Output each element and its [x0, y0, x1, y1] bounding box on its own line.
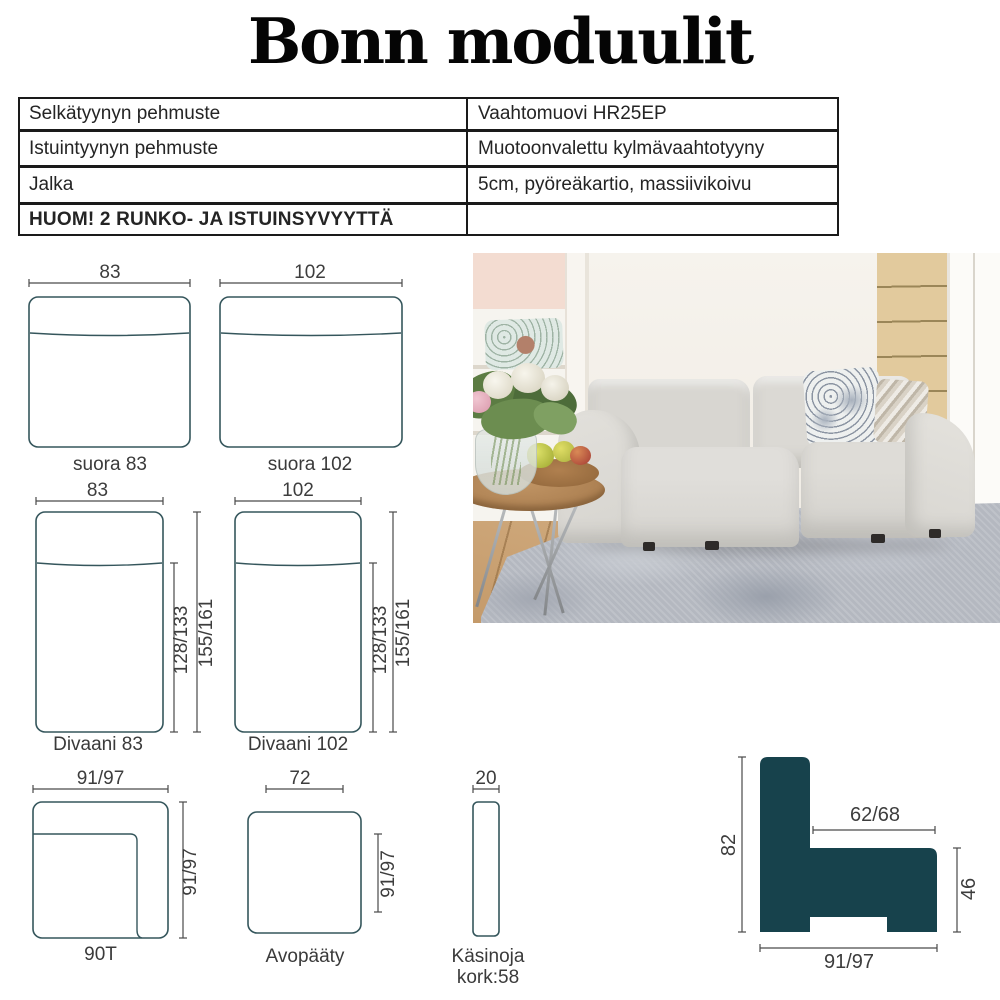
module-label: Divaani 83: [53, 734, 143, 755]
dim-depth: 91/97: [378, 850, 399, 898]
spec-table: [18, 97, 839, 236]
product-photo: [473, 253, 1000, 623]
diagram-avopaaty: [240, 780, 395, 940]
diagram-side-profile: [715, 745, 995, 980]
dim-width: 102: [282, 480, 314, 501]
module-label: Käsinoja: [451, 946, 525, 967]
dim-width: 83: [99, 262, 121, 283]
photo-pink-wall: [473, 253, 569, 315]
dim-width: 83: [86, 480, 109, 501]
diagram-90t: [25, 780, 200, 948]
module-label: suora 102: [267, 454, 353, 475]
photo-pillow-floral: [802, 366, 883, 447]
module-label: Avopääty: [265, 946, 345, 967]
dim-seat-depth: 128/133: [370, 605, 391, 675]
dim-seat-depth: 62/68: [849, 804, 901, 826]
dim-width: 72: [289, 768, 311, 789]
module-label: suora 83: [73, 454, 147, 475]
module-label: 90T: [84, 944, 117, 965]
spec-value: Muotoonvalettu kylmävaahtotyyny: [466, 132, 837, 165]
table-row-note: [20, 202, 837, 234]
diagram-kasinoja: [460, 780, 520, 940]
photo-sofa-foot: [705, 541, 719, 550]
photo-apple: [570, 446, 591, 465]
spec-value: 5cm, pyöreäkartio, massiivikoivu: [466, 168, 837, 202]
photo-bouquet-flower: [541, 375, 569, 401]
diagram-suora-83: [20, 276, 205, 456]
spec-label: Selkätyynyn pehmuste: [29, 103, 221, 124]
spec-value: Vaahtomuovi HR25EP: [466, 99, 837, 129]
dim-total-depth: 91/97: [823, 951, 875, 973]
dim-width: 20: [475, 768, 497, 789]
module-label: Divaani 102: [247, 734, 349, 755]
photo-sofa-foot: [643, 542, 655, 551]
dim-width: 91/97: [76, 768, 125, 789]
photo-sofa-foot: [871, 534, 885, 543]
dim-depth: 91/97: [180, 848, 201, 896]
page-title: Bonn moduulit: [247, 4, 753, 78]
table-row: [20, 129, 837, 165]
dim-total-depth: 155/161: [393, 598, 414, 668]
dim-seat-depth: 128/133: [171, 605, 192, 675]
spec-value: [466, 205, 837, 234]
photo-sofa-seat-left: [621, 447, 799, 547]
table-row: [20, 99, 837, 129]
dim-seat-height: 46: [958, 877, 980, 901]
module-sublabel: kork:58: [456, 967, 520, 988]
spec-note: HUOM! 2 RUNKO- JA ISTUINSYVYYTTÄ: [29, 209, 394, 230]
dim-width: 102: [294, 262, 326, 283]
table-row: [20, 165, 837, 202]
photo-vase-stems: [491, 435, 521, 485]
photo-sofa-foot: [929, 529, 941, 538]
photo-bouquet-flower: [511, 363, 545, 393]
spec-label: Istuintyynyn pehmuste: [29, 138, 219, 159]
dim-total-depth: 155/161: [196, 598, 217, 668]
spec-label: Jalka: [29, 174, 74, 195]
diagram-suora-102: [215, 276, 410, 456]
dim-height: 82: [718, 833, 740, 857]
